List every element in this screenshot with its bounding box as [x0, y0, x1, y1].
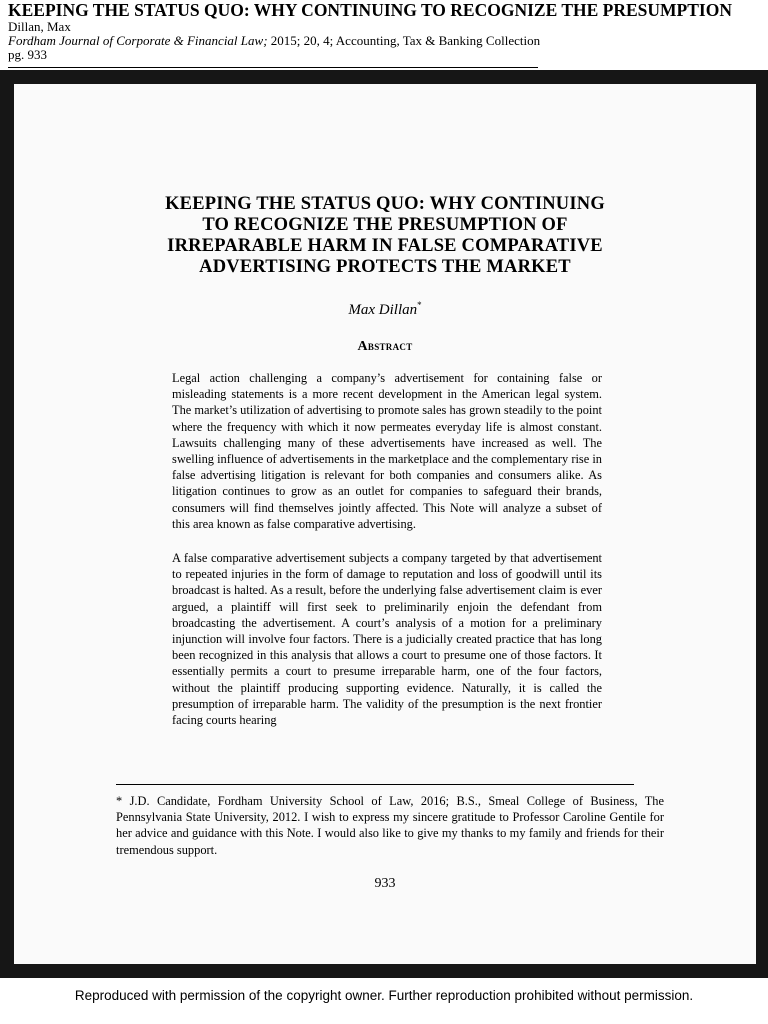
scan-border-left [0, 70, 14, 978]
author-footnote-marker: * [417, 300, 422, 310]
abstract-heading: Abstract [357, 338, 413, 354]
footnote-divider [116, 784, 634, 785]
author-name: Max Dillan [348, 302, 418, 318]
footnote: * J.D. Candidate, Fordham University School of Law, 2016; B.S., Smeal College of Business, The Pennsylvania State University, 2012. I wish to express my sincere gratitude to Professor Caroline Gentile for her advice and guidance with this Note. I would also like to give my thanks to my family and friends for their tremendous support. [116, 794, 664, 857]
document-page: pg. 933 [8, 47, 47, 62]
article-title-line: IRREPARABLE HARM IN FALSE COMPARATIVE [167, 236, 603, 256]
article-title-line: ADVERTISING PROTECTS THE MARKET [199, 257, 571, 277]
article-author [14, 300, 756, 319]
permission-notice: Reproduced with permission of the copyright owner. Further reproduction prohibited without permission. [74, 988, 694, 1003]
header-divider [8, 67, 538, 68]
citation-header [8, 0, 768, 62]
article-title [14, 194, 756, 278]
scan-border-right [756, 70, 768, 978]
abstract-body [172, 370, 602, 746]
page-number: 933 [374, 876, 396, 891]
article-title-line: KEEPING THE STATUS QUO: WHY CONTINUING [165, 194, 605, 214]
document-author: Dillan, Max [8, 19, 71, 34]
source-details: 2015; 20, 4; Accounting, Tax & Banking Collection [267, 33, 541, 48]
scan-border-bottom [0, 964, 768, 978]
scanned-page [0, 70, 768, 978]
document-title: KEEPING THE STATUS QUO: WHY CONTINUING TO RECOGNIZE THE PRESUMPTION [8, 0, 732, 20]
journal-name: Fordham Journal of Corporate & Financial Law; [8, 33, 268, 48]
article-title-line: TO RECOGNIZE THE PRESUMPTION OF [202, 215, 568, 235]
abstract-paragraph: A false comparative advertisement subjects a company targeted by that advertisement to repeated injuries in the form of damage to reputation and loss of goodwill until its broadcast is halted. As a result, before the underlying false advertisement claim is ever argued, a plaintiff will first seek to preliminarily enjoin the defendant from broadcasting the advertisement. A court’s analysis of a motion for a preliminary injunction will involve four factors. There is a judicially created practice that has long been recognized in this analysis that allows a court to presume one of those factors. It essentially permits a court to presume irreparable harm, one of the four factors, without the plaintiff producing supporting evidence. Naturally, it is called the presumption of irreparable harm. The validity of the presumption is the next frontier facing courts hearing [172, 551, 602, 728]
scan-border-top [0, 70, 768, 84]
article-page [14, 84, 756, 964]
document-source [8, 34, 768, 48]
abstract-paragraph: Legal action challenging a company’s advertisement for containing false or misleading statements is a more recent development in the American legal system. The market’s utilization of advertising to promote sales has grown steadily to the point where the frequency with which it now permeates everyday life is almost constant. Lawsuits challenging many of these advertisements have increased as well. The swelling influence of advertisements in the marketplace and the complementary rise in false advertising litigation is relevant for both companies and consumers alike. As litigation continues to grow as an outlet for companies to safeguard their brands, consumers will find themselves jointly affected. This Note will analyze a subset of this area known as false comparative advertising. [172, 371, 602, 531]
